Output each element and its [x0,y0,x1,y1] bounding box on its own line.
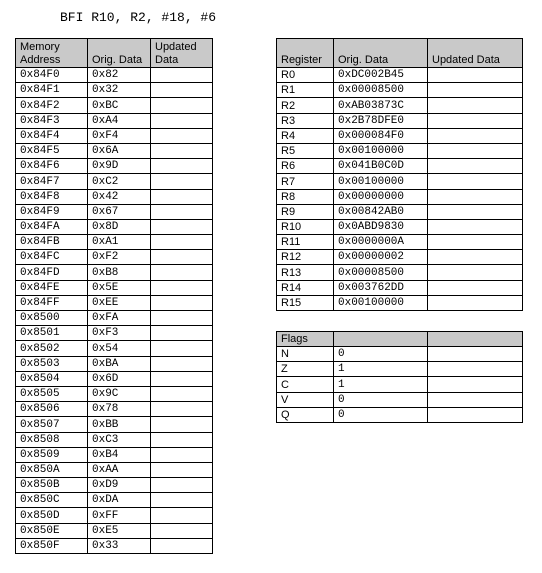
orig-data-cell: 0x00100000 [334,174,428,189]
key-cell: R0 [277,68,334,83]
orig-data-cell: 0xB8 [88,265,151,280]
orig-data-cell: 0x8D [88,219,151,234]
orig-data-cell: 0xDC002B45 [334,68,428,83]
table-row [277,377,523,392]
key-cell: C [277,377,334,392]
key-cell: 0x8501 [16,326,88,341]
key-cell: R1 [277,83,334,98]
orig-data-cell: 0x82 [88,68,151,83]
updated-data-cell[interactable] [151,523,213,538]
orig-data-cell: 0x00008500 [334,265,428,280]
memory-table-header-cell: Updated Data [151,39,213,68]
key-cell: 0x84F9 [16,204,88,219]
updated-data-cell[interactable] [151,493,213,508]
key-cell: R13 [277,265,334,280]
table-row [16,356,213,371]
updated-data-cell[interactable] [428,98,523,113]
key-cell: 0x850D [16,508,88,523]
table-row [16,447,213,462]
key-cell: 0x84FF [16,295,88,310]
key-cell: R2 [277,98,334,113]
table-row [16,326,213,341]
key-cell: 0x8503 [16,356,88,371]
register-table-header-cell: Orig. Data [334,39,428,68]
orig-data-cell: 0xEE [88,295,151,310]
updated-data-cell[interactable] [151,386,213,401]
orig-data-cell: 0x5E [88,280,151,295]
orig-data-cell: 0xC2 [88,174,151,189]
key-cell: R11 [277,235,334,250]
orig-data-cell: 0x6D [88,371,151,386]
key-cell: R5 [277,143,334,158]
orig-data-cell: 0xF3 [88,326,151,341]
updated-data-cell[interactable] [151,219,213,234]
key-cell: 0x84F6 [16,159,88,174]
table-row [277,113,523,128]
orig-data-cell: 0xBC [88,98,151,113]
table-row [277,280,523,295]
key-cell: 0x84F4 [16,128,88,143]
updated-data-cell[interactable] [151,204,213,219]
table-row [16,204,213,219]
table-row [16,250,213,265]
orig-data-cell: 1 [334,377,428,392]
table-row [16,295,213,310]
flags-table-header [277,332,523,347]
updated-data-cell[interactable] [428,83,523,98]
orig-data-cell: 0x041B0C0D [334,159,428,174]
orig-data-cell: 0x00000000 [334,189,428,204]
updated-data-cell[interactable] [151,402,213,417]
orig-data-cell: 0 [334,347,428,362]
key-cell: 0x8509 [16,447,88,462]
orig-data-cell: 0xC3 [88,432,151,447]
table-row [16,341,213,356]
table-row [277,362,523,377]
orig-data-cell: 0x67 [88,204,151,219]
table-row [16,493,213,508]
key-cell: 0x84FE [16,280,88,295]
table-row [277,189,523,204]
updated-data-cell[interactable] [151,326,213,341]
orig-data-cell: 0x00100000 [334,143,428,158]
key-cell: 0x84FD [16,265,88,280]
updated-data-cell[interactable] [151,508,213,523]
orig-data-cell: 0xB4 [88,447,151,462]
orig-data-cell: 0 [334,407,428,422]
updated-data-cell[interactable] [428,219,523,234]
updated-data-cell[interactable] [428,204,523,219]
key-cell: R8 [277,189,334,204]
updated-data-cell[interactable] [151,311,213,326]
orig-data-cell: 0xA4 [88,113,151,128]
orig-data-cell: 0x00100000 [334,295,428,310]
orig-data-cell: 0x003762DD [334,280,428,295]
updated-data-cell[interactable] [428,407,523,422]
key-cell: R6 [277,159,334,174]
key-cell: 0x850B [16,478,88,493]
key-cell: R14 [277,280,334,295]
table-row [16,538,213,553]
orig-data-cell: 0xBA [88,356,151,371]
table-row [16,478,213,493]
register-table-body [277,68,523,311]
key-cell: 0x84F3 [16,113,88,128]
orig-data-cell: 0x0000000A [334,235,428,250]
orig-data-cell: 0x33 [88,538,151,553]
updated-data-cell[interactable] [428,347,523,362]
table-row [16,159,213,174]
key-cell: R15 [277,295,334,310]
table-row [16,265,213,280]
updated-data-cell[interactable] [428,377,523,392]
orig-data-cell: 0x6A [88,143,151,158]
key-cell: R3 [277,113,334,128]
table-row [16,508,213,523]
orig-data-cell: 0x00000002 [334,250,428,265]
table-row [16,417,213,432]
key-cell: 0x84FC [16,250,88,265]
updated-data-cell[interactable] [428,189,523,204]
key-cell: 0x850A [16,462,88,477]
table-row [277,392,523,407]
orig-data-cell: 0xFA [88,311,151,326]
orig-data-cell: 0x9C [88,386,151,401]
updated-data-cell[interactable] [428,143,523,158]
table-row [16,523,213,538]
key-cell: 0x850F [16,538,88,553]
updated-data-cell[interactable] [428,362,523,377]
updated-data-cell[interactable] [151,128,213,143]
updated-data-cell[interactable] [428,392,523,407]
key-cell: 0x850C [16,493,88,508]
updated-data-cell[interactable] [151,83,213,98]
updated-data-cell[interactable] [151,98,213,113]
updated-data-cell[interactable] [151,68,213,83]
key-cell: 0x84F1 [16,83,88,98]
orig-data-cell: 0x000084F0 [334,128,428,143]
key-cell: 0x8504 [16,371,88,386]
register-table [276,38,523,311]
orig-data-cell: 0xAA [88,462,151,477]
memory-table-header-cell: Orig. Data [88,39,151,68]
register-table-header-cell: Updated Data [428,39,523,68]
updated-data-cell[interactable] [151,447,213,462]
table-row [277,407,523,422]
orig-data-cell: 0xE5 [88,523,151,538]
updated-data-cell[interactable] [151,371,213,386]
updated-data-cell[interactable] [151,341,213,356]
orig-data-cell: 0xFF [88,508,151,523]
updated-data-cell[interactable] [428,265,523,280]
table-row [277,250,523,265]
table-row [16,462,213,477]
key-cell: R10 [277,219,334,234]
orig-data-cell: 0xDA [88,493,151,508]
updated-data-cell[interactable] [151,417,213,432]
orig-data-cell: 0xF4 [88,128,151,143]
key-cell: 0x8500 [16,311,88,326]
updated-data-cell[interactable] [151,174,213,189]
orig-data-cell: 0x42 [88,189,151,204]
table-row [277,265,523,280]
key-cell: R12 [277,250,334,265]
updated-data-cell[interactable] [151,250,213,265]
updated-data-cell[interactable] [428,235,523,250]
updated-data-cell[interactable] [151,189,213,204]
table-row [277,98,523,113]
key-cell: 0x84F0 [16,68,88,83]
key-cell: 0x8508 [16,432,88,447]
table-row [16,128,213,143]
table-row [277,219,523,234]
updated-data-cell[interactable] [428,280,523,295]
table-row [16,68,213,83]
table-row [16,98,213,113]
updated-data-cell[interactable] [151,538,213,553]
table-row [16,386,213,401]
key-cell: 0x84F5 [16,143,88,158]
updated-data-cell[interactable] [151,295,213,310]
table-row [277,159,523,174]
updated-data-cell[interactable] [151,143,213,158]
updated-data-cell[interactable] [151,462,213,477]
orig-data-cell: 0x2B78DFE0 [334,113,428,128]
key-cell: 0x84FB [16,235,88,250]
orig-data-cell: 0xAB03873C [334,98,428,113]
orig-data-cell: 0x0ABD9830 [334,219,428,234]
key-cell: 0x84F8 [16,189,88,204]
flags-table [276,331,523,423]
updated-data-cell[interactable] [151,113,213,128]
orig-data-cell: 0x00008500 [334,83,428,98]
table-row [16,311,213,326]
table-row [16,235,213,250]
updated-data-cell[interactable] [428,174,523,189]
orig-data-cell: 0xD9 [88,478,151,493]
table-row [277,68,523,83]
flags-table-header-cell [428,332,523,347]
orig-data-cell: 0x54 [88,341,151,356]
updated-data-cell[interactable] [151,159,213,174]
memory-table [15,38,213,554]
table-row [277,235,523,250]
memory-table-body [16,68,213,554]
register-table-header [277,39,523,68]
table-row [277,143,523,158]
key-cell: V [277,392,334,407]
table-row [277,347,523,362]
key-cell: R7 [277,174,334,189]
updated-data-cell[interactable] [428,295,523,310]
updated-data-cell[interactable] [151,432,213,447]
table-row [16,174,213,189]
key-cell: N [277,347,334,362]
table-row [277,204,523,219]
orig-data-cell: 0xA1 [88,235,151,250]
memory-table-header [16,39,213,68]
updated-data-cell[interactable] [428,250,523,265]
updated-data-cell[interactable] [151,235,213,250]
table-row [16,113,213,128]
key-cell: R4 [277,128,334,143]
table-row [277,128,523,143]
key-cell: Q [277,407,334,422]
flags-table-header-cell [334,332,428,347]
table-row [277,83,523,98]
orig-data-cell: 0xBB [88,417,151,432]
register-table-header-cell: Register [277,39,334,68]
key-cell: 0x8506 [16,402,88,417]
key-cell: 0x84F7 [16,174,88,189]
orig-data-cell: 0x78 [88,402,151,417]
flags-table-body [277,347,523,423]
updated-data-cell[interactable] [428,128,523,143]
table-row [16,189,213,204]
updated-data-cell[interactable] [428,113,523,128]
key-cell: 0x8505 [16,386,88,401]
table-row [16,280,213,295]
table-row [16,219,213,234]
key-cell: 0x84F2 [16,98,88,113]
key-cell: R9 [277,204,334,219]
table-row [16,143,213,158]
memory-table-header-cell: Memory Address [16,39,88,68]
orig-data-cell: 0xF2 [88,250,151,265]
updated-data-cell[interactable] [428,159,523,174]
key-cell: 0x8507 [16,417,88,432]
updated-data-cell[interactable] [428,68,523,83]
table-row [277,174,523,189]
key-cell: Z [277,362,334,377]
updated-data-cell[interactable] [151,356,213,371]
orig-data-cell: 1 [334,362,428,377]
table-row [16,402,213,417]
updated-data-cell[interactable] [151,280,213,295]
orig-data-cell: 0x9D [88,159,151,174]
key-cell: 0x850E [16,523,88,538]
table-row [16,83,213,98]
orig-data-cell: 0x32 [88,83,151,98]
flags-table-header-cell: Flags [277,332,334,347]
key-cell: 0x8502 [16,341,88,356]
table-row [277,295,523,310]
table-row [16,371,213,386]
instruction-text: BFI R10, R2, #18, #6 [60,10,217,25]
updated-data-cell[interactable] [151,478,213,493]
table-row [16,432,213,447]
orig-data-cell: 0 [334,392,428,407]
orig-data-cell: 0x00842AB0 [334,204,428,219]
updated-data-cell[interactable] [151,265,213,280]
key-cell: 0x84FA [16,219,88,234]
